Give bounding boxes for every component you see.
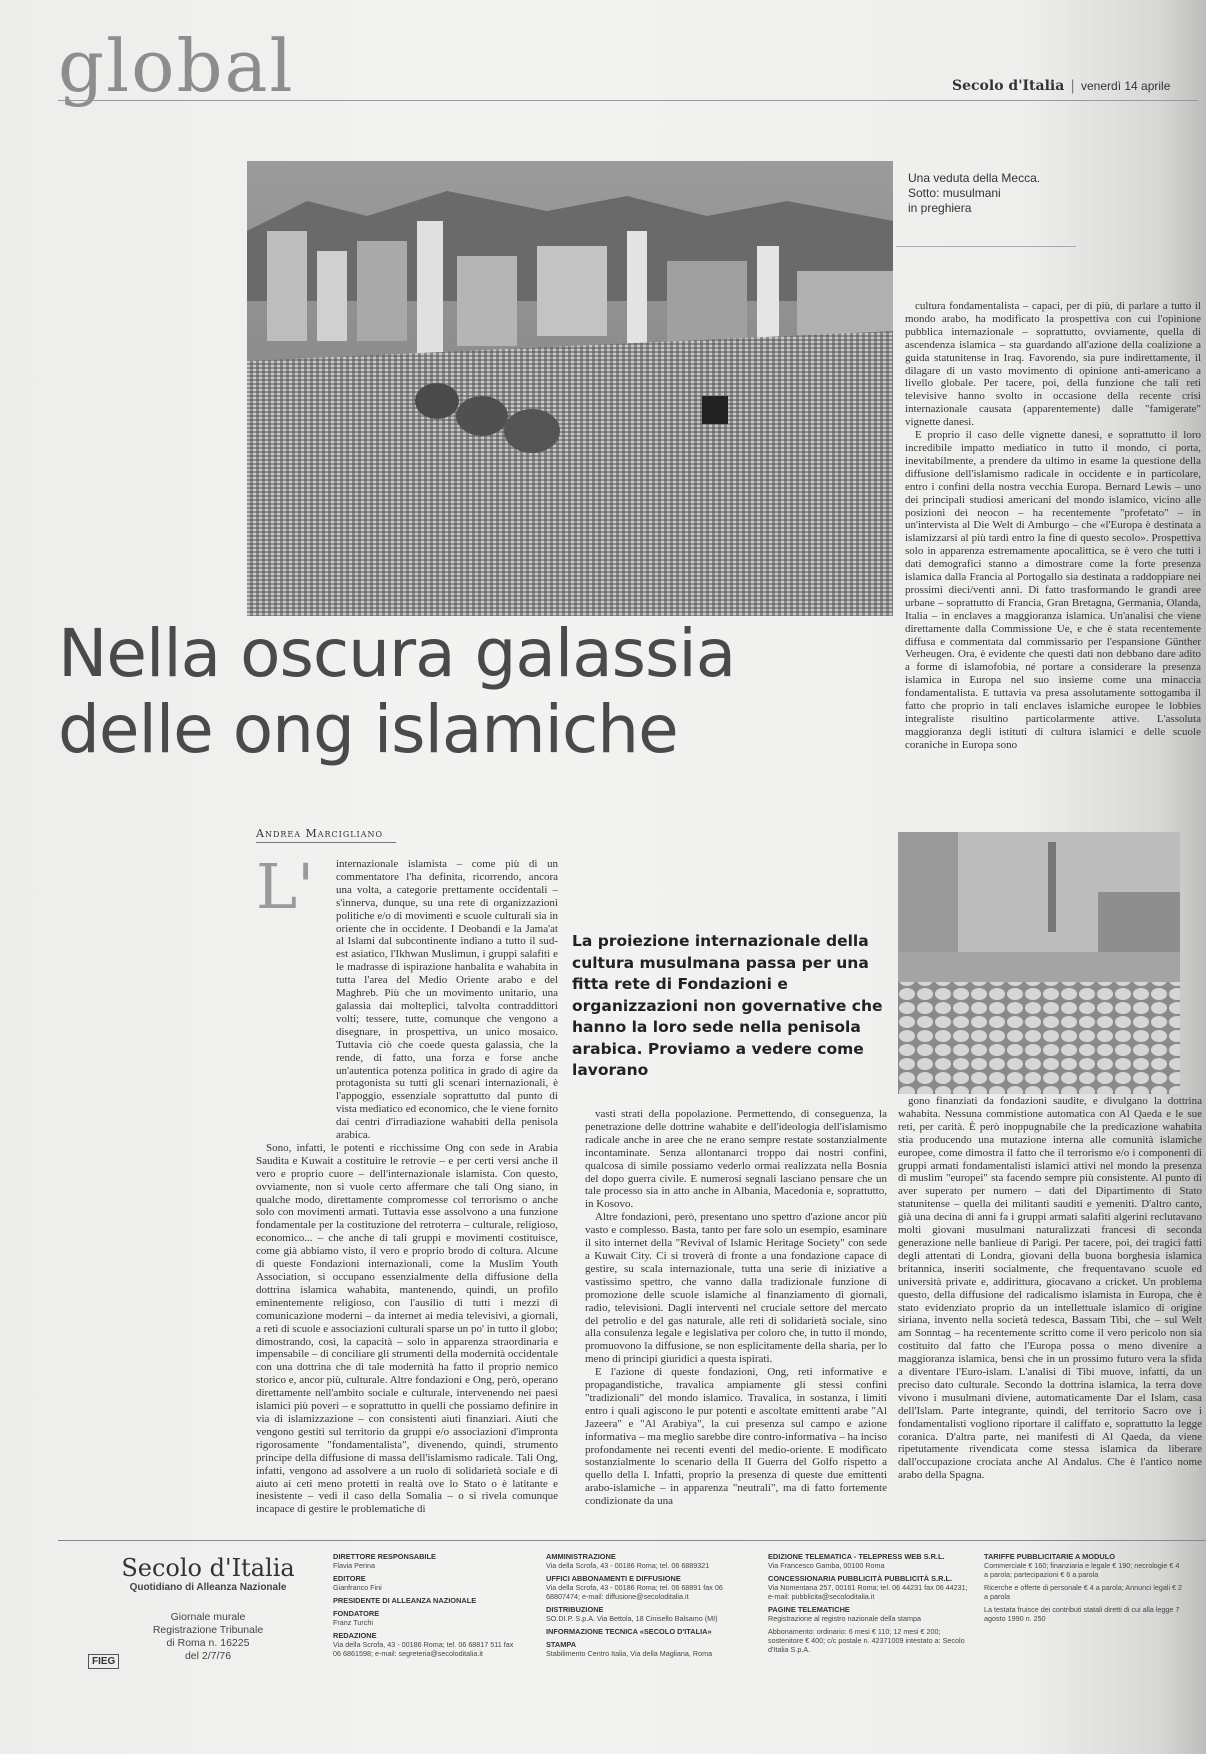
article-paragraph: vasti strati della popolazione. Permettendo, di conseguenza, la penetrazione delle dottrine wahabite e dell'ideologia dell'islamismo radicale anche in aree che ne erano sempre restate sostanzialmente incontaminate. Senza allontanarci troppo dai nostri confini, qualcosa di simile possiamo vederlo ormai realizzata nella Bosnia del dopo guerra civile. E numerosi segnali lasciano pensare che un tale processo sia in atto anche in Albania, Macedonia e, soprattutto, in Kosovo.	[585, 1108, 887, 1211]
caption-line: Sotto: musulmani	[908, 186, 1001, 200]
article-column-1	[256, 858, 558, 1526]
colophon-heading: FONDATORE	[333, 1609, 380, 1618]
standfirst: La proiezione internazionale della cultura musulmana passa per una fitta rete di Fondazioni e organizzazioni non governative che hanno la loro sede nella penisola arabica. Proviamo a vedere come lavorano	[572, 932, 883, 1079]
article-column-2	[585, 1108, 887, 1526]
registration-line: di Roma n. 16225	[166, 1637, 250, 1649]
colophon-heading: EDITORE	[333, 1574, 366, 1583]
photo-caption	[908, 171, 1068, 216]
colophon-column-4	[984, 1552, 1184, 1627]
colophon-heading: CONCESSIONARIA PUBBLICITÀ PUBBLICITÀ S.R.L.	[768, 1574, 953, 1583]
caption-line: in preghiera	[908, 201, 972, 215]
header-rule	[58, 100, 1198, 101]
colophon-heading: INFORMAZIONE TECNICA «SECOLO D'ITALIA»	[546, 1627, 712, 1636]
headline-line: delle ong islamiche	[58, 691, 678, 768]
masthead-date: venerdì 14 aprile	[1081, 79, 1171, 93]
colophon-value: Franz Turchi	[333, 1618, 373, 1627]
colophon-registration	[98, 1611, 318, 1663]
colophon-value: SO.DI.P. S.p.A. Via Bettola, 18 Cinisello Balsamo (MI)	[546, 1614, 718, 1623]
fieg-badge: FIEG	[88, 1654, 119, 1669]
colophon-value: Stabilimento Centro Italia, Via della Magliana, Roma	[546, 1649, 713, 1658]
caption-line: Una veduta della Mecca.	[908, 171, 1041, 185]
prayer-photo	[898, 832, 1180, 1094]
registration-line: Registrazione Tribunale	[152, 1624, 264, 1636]
footer-rule	[58, 1540, 1206, 1541]
colophon-heading: STAMPA	[546, 1640, 577, 1649]
colophon-subtitle: Quotidiano di Alleanza Nazionale	[129, 1582, 287, 1593]
article-column-4	[898, 1095, 1202, 1521]
article-paragraph: gono finanziati da fondazioni saudite, e divulgano la dottrina wahabita. Nessuna commistione automatica con Al Qaeda e le sue reti, per carità. È però inoppugnabile che la predicazione wahabita stia producendo una mutazione interna alle comunità islamiche europee, come dimostra il fatto che il terrorismo e/o i componenti di gruppi armati fondamentalisti islamici attivi nel mondo la presenza di muslim "europei" sta facendo sempre più consistente. Al punto di aver superato per numero – dati del Dipartimento di Stato statunitense – quella dei militanti sauditi e yemeniti. D'altro canto, già una decina di anni fa i gruppi armati salafiti algerini reclutavano molti giovani musulmani naturalizzati francesi di seconda generazione nelle banlieue di Parigi. Per tacere, poi, dei tragici fatti degli attentati di Londra, giovani della buona borghesia islamica britannica, inseriti socialmente, che frequentavano scuole ed università private e, addirittura, giocavano a cricket. Un problema questo, della diffusione del radicalismo islamista in Europa, che è stato evidenziato proprio da un intellettuale islamico di origine siriana, invento nella società tedesca, Bassam Tibi, che – sul Welt am Sonntag – ha recentemente scritto come il vero pericolo non sia costituito dal fatto che l'Europa possa o meno divenire a maggioranza islamica, bensì che in un prossimo futuro vera la sfida a diventare l'Euro-islam. L'analisi di Tibi muove, infatti, da un preciso dato culturale. Secondo la dottrina islamica, la terra dove vivono i musulmani diviene, automaticamente Dar el Islam, casa dell'Islam. Parte integrante, quindi, del territorio Sacro ove i fondamentalisti vogliono riportare il califfato e, soprattutto la legge coranica. D'altra parte, nei manifesti di Al Qaeda, da viene ripetutamente rivendicata come stessa islamica da liberare dall'occupazione crociata anche Al Andalus. Che è l'antico nome arabo della Spagna.	[898, 1095, 1202, 1482]
colophon-value: Via Nomentana 257, 00161 Roma; tel. 06 44231 fax 06 44231; e-mail: pubblicita@secoloditalia.it	[768, 1583, 968, 1601]
colophon-heading: REDAZIONE	[333, 1631, 377, 1640]
section-logo: global	[58, 24, 295, 108]
article-paragraph: E l'azione di queste fondazioni, Ong, reti informative e propagandistiche, travalica ampiamente gli stessi confini "tradizionali" del mondo islamico. Travalica, in sostanza, i limiti entro i quali agiscono le pur potenti e ascoltate emittenti arabe "Al Jazeera" e "Al Arabiya", la cui presenza sul campo e azione informativa – ma meglio sarebbe dire contro-informativa – ha inciso profondamente nei recenti eventi del medio-oriente. E modificato sostanzialmente lo scenario della II Guerra del Golfo rispetto a quello della I. Infatti, proprio la presenza di queste due emittenti arabo-islamiche – in apparenza "neutrali", ma di fatto fortemente condizionate da una	[585, 1366, 887, 1508]
colophon-title: Secolo d'Italia	[121, 1554, 295, 1582]
registration-line: Giornale murale	[170, 1611, 246, 1623]
colophon-heading: EDIZIONE TELEMATICA - TELEPRESS WEB S.R.L.	[768, 1552, 945, 1561]
colophon-value: Via della Scrofa, 43 - 00186 Roma; tel. 06 68891 fax 06 68807474; e-mail: diffusione@secoloditalia.it	[546, 1583, 723, 1601]
colophon-brand	[98, 1554, 318, 1663]
byline: Andrea Marcigliano	[256, 827, 384, 840]
colophon-heading: DIRETTORE RESPONSABILE	[333, 1552, 436, 1561]
headline	[58, 616, 888, 768]
article-paragraph: E proprio il caso delle vignette danesi, e soprattutto il loro incredibile impatto mediatico in tutto il mondo, ci porta, inevitabilmente, a prendere da ultimo in esame la questione della diffusione dell'islamismo radicale in occidente e in particolare, entro i confini della nostra vecchia Europa. Bernard Lewis – uno dei principali studiosi americani del mondo islamico, vicino alle posizioni dei neocon – ha recentemente "profetato" – in un'intervista al Die Welt di Amburgo – che «l'Europa è destinata a islamizzarsi al più tardi entro la fine di questo secolo». Prospettiva solo in apparenza estremamente apocalittica, se è vero che tutti i dati demografici stanno a dimostrare come la forte presenza islamica dalla Francia al Portogallo sia destinata a raddoppiare nei prossimi dieci/venti anni. Di fatto trasformando le grandi aree urbane – soprattutto di Francia, Gran Bretagna, Germania, Olanda, Italia – in enclaves a maggioranza islamica. Un'analisi che viene direttamente dalla Commissione Ue, e che è stata recentemente diffusa e commentata dal commissario per l'espansione Günther Verheugen. Ora, è evidente che questi dati non debbano dare adito a forme di islamofobia, né portare a considerare la presenza islamica in Europa nel suo insieme come una minaccia fondamentalista. E tuttavia va presa assolutamente sottogamba il fatto che proprio in tali enclaves islamiche europee le lobbies integraliste risultino particolarmente attive. L'assoluta maggioranza degli istituti di cultura islamici e delle scuole coraniche in Europa sono	[905, 429, 1201, 751]
article-paragraph: internazionale islamista – come più di un commentatore l'ha definita, ricorrendo, ancora una volta, a categorie prettamente occidentali – s'innerva, dunque, su una rete di organizzazioni politiche e/o di movimenti e scuole culturali sia in oriente che in occidente. I Deobandi e la Jama'at al Islami dal subcontinente indiano a tutto il sud-est asiatico, l'Ikhwan Muslimun, i gruppi salafiti e le madrasse di ispirazione hanbalita e wahabita in tutta l'area del Medio Oriente arabo e del Maghreb. Più che un movimento unitario, una galassia dai molteplici, talvolta contraddittori volti; tessere, tutte, comunque che vengono a disegnare, in prospettiva, un unico mosaico. Tuttavia ciò che coede questa galassia, che la rende, di fatto, una forza e forse anche un'autentica potenza politica in grado di agire da protagonista su tutti gli scenari internazionali, è l'appoggio, essenziale soprattutto dal punto di vista mediatico ed economico, che le viene fornito dai centri d'irradiazione wahabiti della penisola arabica.	[336, 858, 558, 1142]
dropcap: L'	[256, 858, 315, 923]
colophon-value: Via della Scrofa, 43 - 00186 Roma; tel. 06 6889321	[546, 1561, 710, 1570]
byline-rule	[256, 842, 396, 843]
colophon-value: Commerciale € 160; finanziaria e legale € 190; necrologie € 4 a parola; partecipazioni € 6 a parola	[984, 1561, 1180, 1579]
colophon-column-1	[333, 1552, 523, 1662]
colophon-heading: PRESIDENTE DI ALLEANZA NAZIONALE	[333, 1596, 477, 1605]
masthead-separator: |	[1070, 78, 1075, 94]
colophon-value: Via della Scrofa, 43 - 00186 Roma; tel. 06 68817 511 fax 06 6861598; e-mail: segreteria@secoloditalia.it	[333, 1640, 514, 1658]
registration-line: del 2/7/76	[184, 1650, 232, 1662]
colophon-value: Flavia Perina	[333, 1561, 375, 1570]
colophon-heading: UFFICI ABBONAMENTI E DIFFUSIONE	[546, 1574, 681, 1583]
article-paragraph: Altre fondazioni, però, presentano uno spettro d'azione ancor più vasto e complesso. Basta, tanto per fare solo un esempio, esaminare il sito internet della "Revival of Islamic Heritage Society" con sede a Kuwait City. Ci si troverà di fronte a una fondazione capace di gestire, su scala internazionale, tutta una serie di iniziative a vastissimo spettro, che vanno dalla tradizionale funzione di promozione delle scuole islamiche al finanziamento di giornali, radio, televisioni. Dagli interventi nel cruciale settore del mercato del petrolio e del gas naturale, alle reti di solidarietà sociale, sino alla consulenza legale e legislativa per coloro che, in tutto il mondo, promuovono la diffusione, se non esplicitamente della sharia, per lo meno di principi giuridici a questa ispirati.	[585, 1211, 887, 1366]
colophon-heading: AMMINISTRAZIONE	[546, 1552, 616, 1561]
colophon-value: Abbonamento: ordinario: 6 mesi € 110; 12 mesi € 200; sostenitore € 400; c/c postale n. 42371009 intestato a: Secolo d'Italia S.p.A.	[768, 1627, 965, 1654]
colophon-heading: PAGINE TELEMATICHE	[768, 1605, 850, 1614]
colophon-value: Gianfranco Fini	[333, 1583, 382, 1592]
colophon-value: Via Francesco Gamba, 00100 Roma	[768, 1561, 885, 1570]
article-column-3	[905, 300, 1201, 820]
masthead-date-line	[952, 78, 1170, 94]
article-paragraph: Sono, infatti, le potenti e ricchissime Ong con sede in Arabia Saudita e Kuwait a costituire le retrovie – e per certi versi anche il vero e proprio cuore – dell'internazionale islamista. Con questo, ovviamente, non si vuole certo affermare che tali Ong siano, in qualche modo, direttamente compromesse col terrorismo o anche solo con movimenti armati. Tuttavia esse assolvono a una funzione fondamentale per la costituzione del retroterra – culturale, religioso, economico... – che anche di tali gruppi e movimenti costituisce, come già abbiamo visto, il vero e proprio brodo di coltura. Alcune di queste Fondazioni internazionali, come la Muslim Youth Association, si occupano essenzialmente della diffusione della dottrina islamica wahabita, mantenendo, quindi, un profilo eminentemente religioso, con l'ausilio di tutti i mezzi di comunicazione moderni – da internet ai media televisivi, a giornali, a reti di scuole e associazioni culturali sparse un po' in tutto il globo; dimostrando, così, la capacità – solo in apparenza straordinaria e impensabile – di conciliare gli strumenti della modernità occidentale con una dottrina che di tale modernità ha fatto il proprio nemico storico e, ancor più, culturale. Altre fondazioni e Ong, però, operano direttamente nell'ambito sociale e culturale, intervenendo nei paesi islamici più poveri – e soprattutto in quelli che possiamo definire in via di islamizzazione – con consistenti aiuti finanziari. Aiuti che vengono gestiti sul territorio da gruppi e/o associazioni d'impronta rigorosamente "fondamentalista", divenendo, quindi, strumento principe della diffusione di massa dell'islamismo radicale. Tali Ong, infatti, vengono ad assolvere a un ruolo di solidarietà sociale e di aiuto ai ceti meno protetti in realtà ove lo Stato o è latitante e inesistente – vedi il caso della Somalia – o si rivela comunque incapace di gestire le problematiche di	[256, 1141, 558, 1516]
headline-line: Nella oscura galassia	[58, 615, 736, 692]
colophon-column-3	[768, 1552, 968, 1658]
mecca-photo	[247, 161, 893, 616]
colophon	[58, 1544, 1206, 1694]
colophon-value: Registrazione al registro nazionale della stampa	[768, 1614, 922, 1623]
colophon-value: Ricerche e offerte di personale € 4 a parola; Annunci legali € 2 a parola	[984, 1583, 1183, 1601]
masthead-paper-name: Secolo d'Italia	[952, 78, 1065, 94]
article-paragraph: cultura fondamentalista – capaci, per di più, di parlare a tutto il mondo arabo, ha modificato la prospettiva con cui l'opinione pubblica internazionale – soprattutto, ovviamente, quella di ascendenza islamica – sta guardando all'azione della coalizione a guida statunitense in Iraq. Favorendo, sia pure indirettamente, il dilagare di un vasto movimento di opinione anti-americano a livello globale. Per tacere, poi, della funzione che tali reti televisive hanno svolto in occasione della recente crisi internazionale causata (apparentemente) dalle "famigerate" vignette danesi.	[905, 300, 1201, 429]
colophon-column-2	[546, 1552, 746, 1662]
colophon-heading: DISTRIBUZIONE	[546, 1605, 604, 1614]
colophon-heading: TARIFFE PUBBLICITARIE A MODULO	[984, 1552, 1115, 1561]
caption-rule	[896, 246, 1076, 247]
colophon-value: La testata fruisce dei contributi statali diretti di cui alla legge 7 agosto 1990 n. 250	[984, 1605, 1180, 1623]
